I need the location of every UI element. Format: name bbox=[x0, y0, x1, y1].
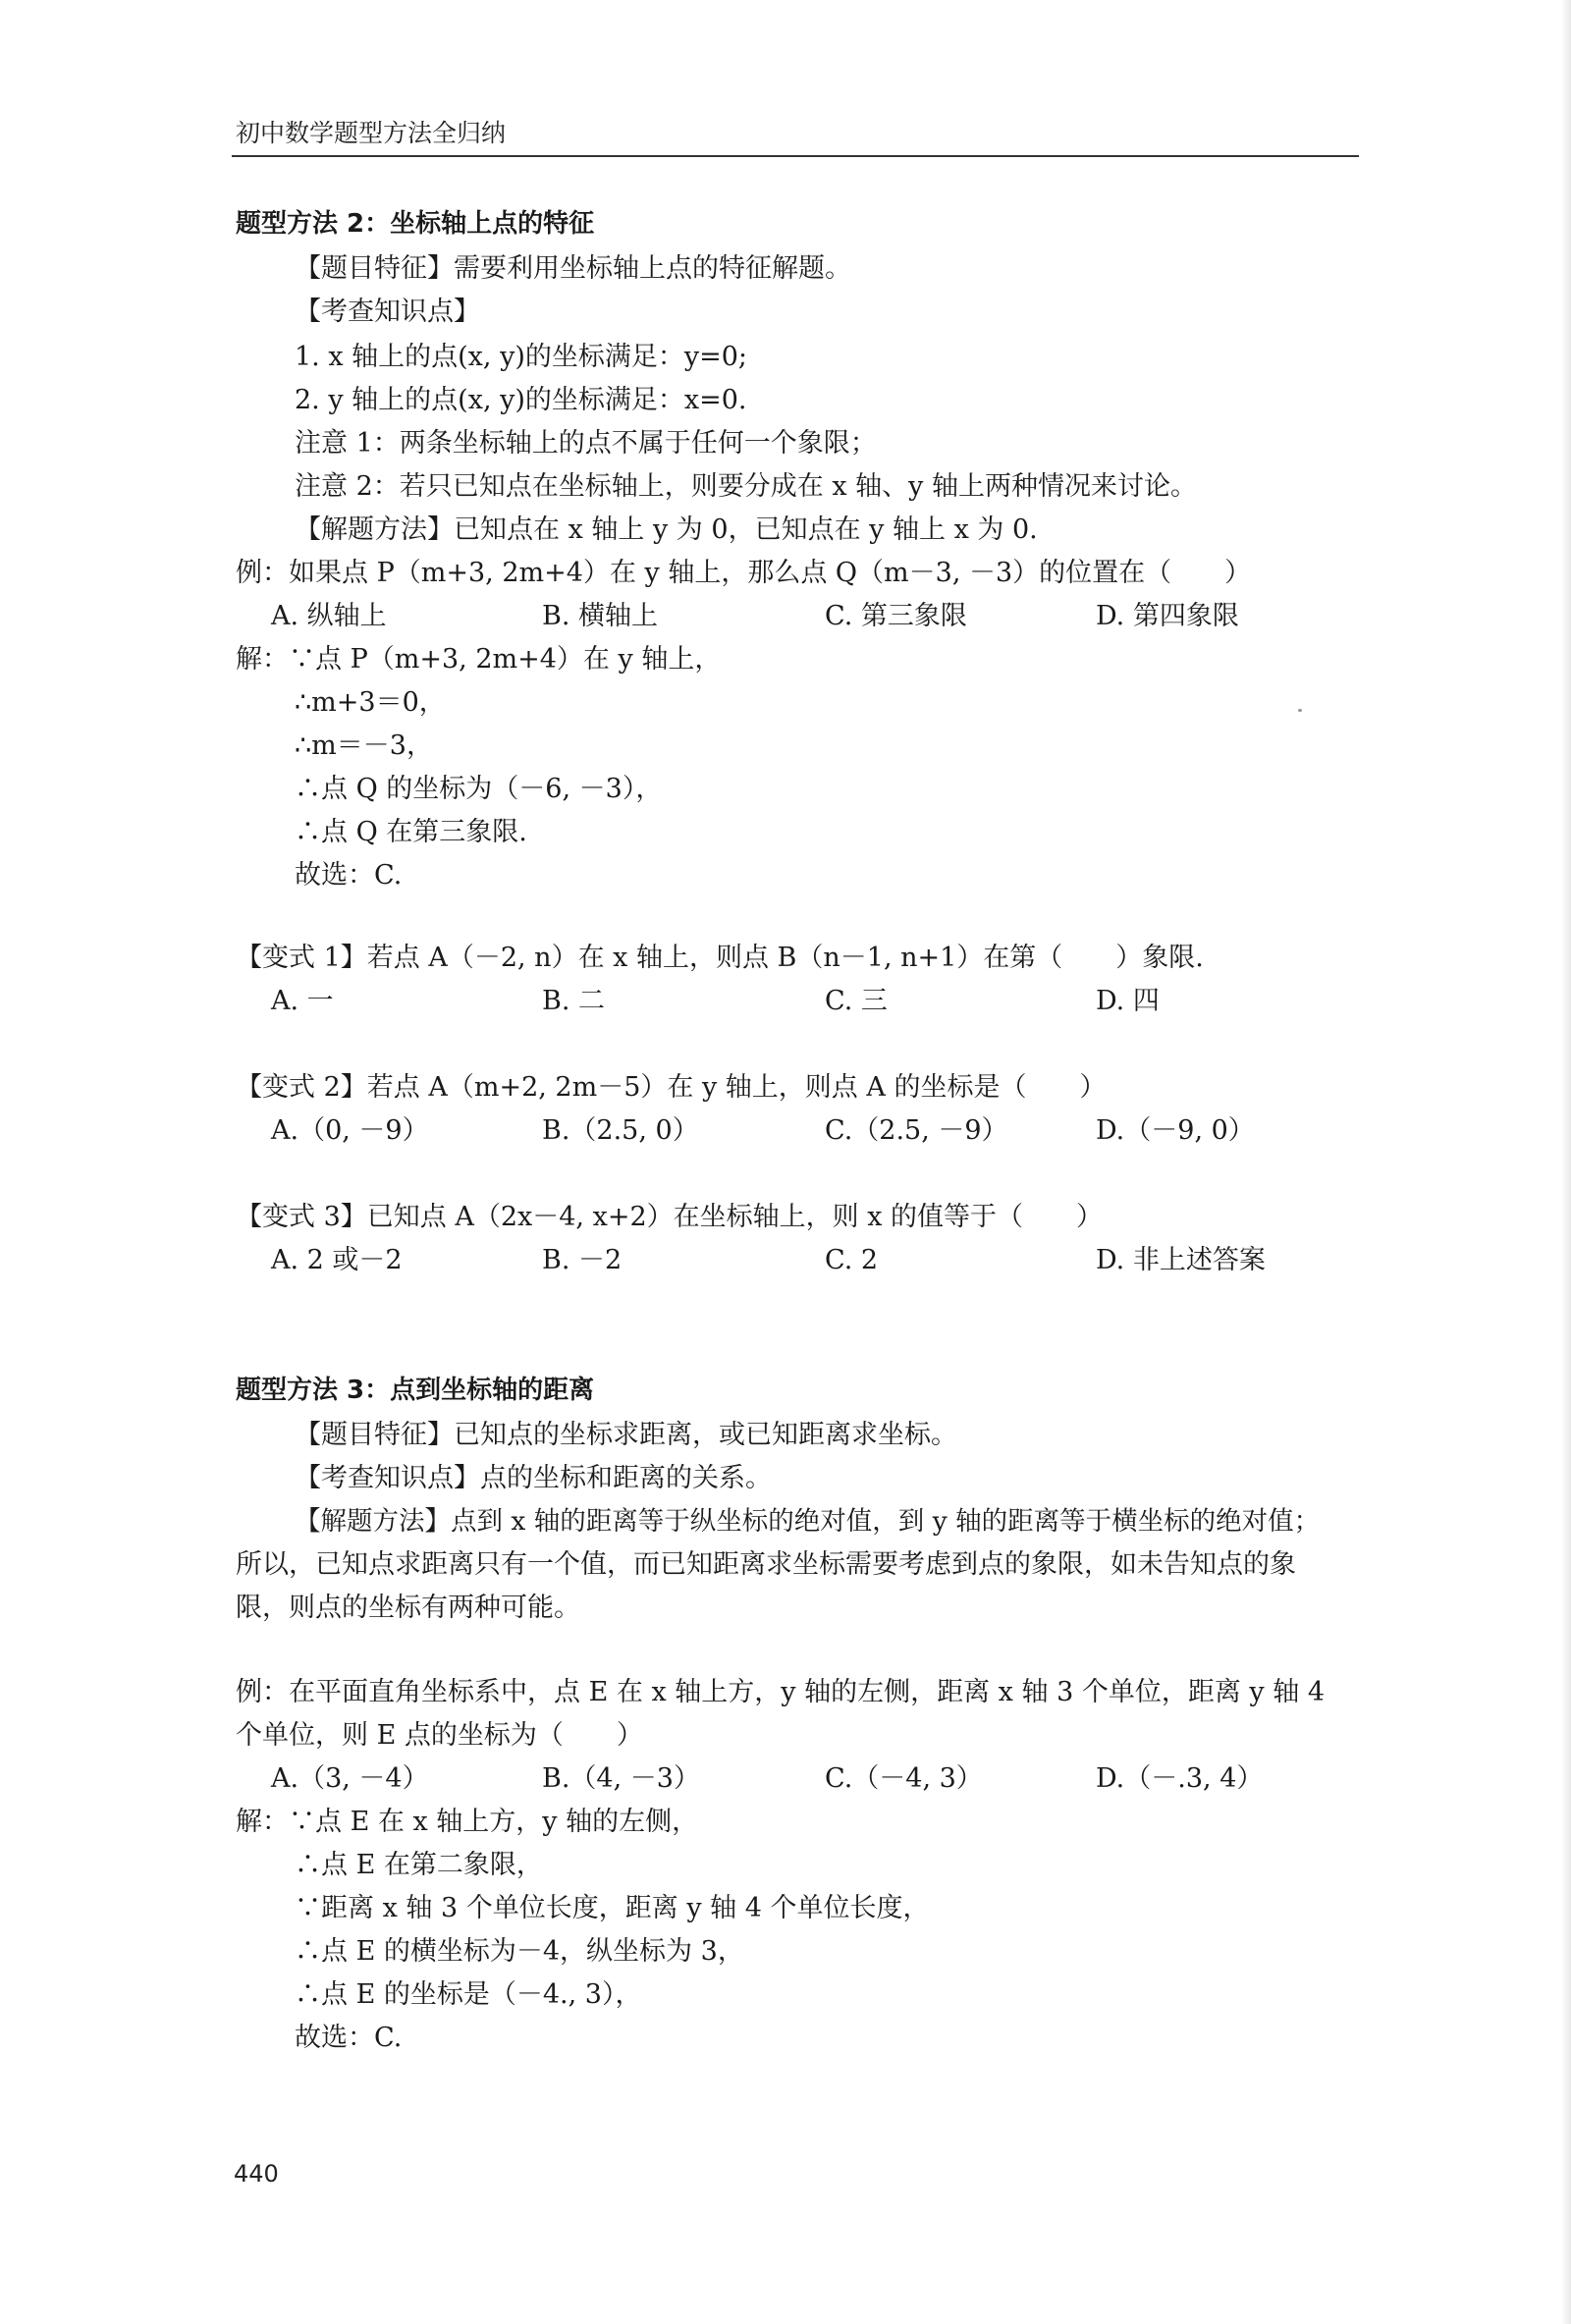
s2-example-option-a: A. 纵轴上 bbox=[271, 601, 387, 631]
s2-example-question: 例：如果点 P（m+3, 2m+4）在 y 轴上，那么点 Q（m－3, －3）的位置在（ ） bbox=[236, 558, 1252, 588]
variant-2-option-d: D.（－9, 0） bbox=[1096, 1115, 1255, 1146]
s2-example-option-c: C. 第三象限 bbox=[825, 601, 967, 631]
s2-feature: 【题目特征】需要利用坐标轴上点的特征解题。 bbox=[295, 253, 851, 284]
variant-3-option-b: B. －2 bbox=[542, 1245, 623, 1275]
s2-solution-line: ∴点 Q 在第三象限. bbox=[295, 817, 527, 847]
s2-note-1: 注意 1：两条坐标轴上的点不属于任何一个象限； bbox=[295, 428, 877, 459]
s2-solution-answer: 故选：C. bbox=[295, 860, 403, 891]
variant-3-question: 【变式 3】已知点 A（2x－4, x+2）在坐标轴上，则 x 的值等于（ ） bbox=[236, 1202, 1104, 1232]
s2-example-option-b: B. 横轴上 bbox=[542, 601, 659, 631]
variant-3-option-d: D. 非上述答案 bbox=[1096, 1245, 1266, 1275]
variant-1-option-a: A. 一 bbox=[271, 986, 334, 1016]
page-number: 440 bbox=[234, 2160, 279, 2188]
s3-feature: 【题目特征】已知点的坐标求距离，或已知距离求坐标。 bbox=[295, 1420, 957, 1450]
variant-2-option-b: B.（2.5, 0） bbox=[542, 1115, 699, 1146]
variant-1-option-b: B. 二 bbox=[542, 986, 606, 1016]
s2-knowledge-1: 1. x 轴上的点(x, y)的坐标满足：y=0; bbox=[295, 342, 748, 372]
variant-2-option-a: A.（0, －9） bbox=[271, 1115, 429, 1146]
section-3-heading: 题型方法 3：点到坐标轴的距离 bbox=[236, 1376, 595, 1405]
s2-solution-line: ∴m＝－3， bbox=[295, 730, 433, 761]
variant-2-option-c: C.（2.5, －9） bbox=[825, 1115, 1008, 1146]
s3-solution-line: ∴点 E 的横坐标为－4，纵坐标为 3， bbox=[295, 1936, 744, 1967]
variant-1-question: 【变式 1】若点 A（－2, n）在 x 轴上，则点 B（n－1, n+1）在第（ ）象限. bbox=[236, 943, 1204, 973]
variant-2-question: 【变式 2】若点 A（m+2, 2m－5）在 y 轴上，则点 A 的坐标是（ ） bbox=[236, 1072, 1107, 1103]
s3-example-option-a: A.（3, －4） bbox=[271, 1763, 429, 1794]
section-2-heading: 题型方法 2：坐标轴上点的特征 bbox=[236, 209, 595, 239]
s3-solution-answer: 故选：C. bbox=[295, 2023, 403, 2053]
s2-solution-line: ∴点 Q 的坐标为（－6, －3）， bbox=[295, 774, 663, 804]
scan-edge-shadow bbox=[1561, 0, 1571, 2324]
s2-solution-line: 解：∵点 P（m+3, 2m+4）在 y 轴上， bbox=[236, 644, 722, 675]
s2-knowledge-2: 2. y 轴上的点(x, y)的坐标满足：x=0. bbox=[295, 385, 747, 415]
variant-1-option-c: C. 三 bbox=[825, 986, 888, 1016]
s2-note-2: 注意 2：若只已知点在坐标轴上，则要分成在 x 轴、y 轴上两种情况来讨论。 bbox=[295, 471, 1197, 502]
s3-solution-line: ∴点 E 在第二象限， bbox=[295, 1850, 543, 1880]
s2-example-option-d: D. 第四象限 bbox=[1096, 601, 1239, 631]
s3-solution-line: ∴点 E 的坐标是（－4., 3）， bbox=[295, 1979, 642, 2010]
s3-example-option-d: D.（－.3, 4） bbox=[1096, 1763, 1264, 1794]
scan-speck bbox=[1298, 709, 1302, 712]
s3-example-option-c: C.（－4, 3） bbox=[825, 1763, 983, 1794]
variant-3-option-c: C. 2 bbox=[825, 1245, 879, 1275]
s3-method-line-2: 所以，已知点求距离只有一个值，而已知距离求坐标需要考虑到点的象限，如未告知点的象 bbox=[236, 1549, 1296, 1580]
s3-example-question-line-2: 个单位，则 E 点的坐标为（ ） bbox=[236, 1720, 643, 1751]
s3-example-option-b: B.（4, －3） bbox=[542, 1763, 700, 1794]
s3-method-line-3: 限，则点的坐标有两种可能。 bbox=[236, 1593, 580, 1623]
s3-solution-line: ∵距离 x 轴 3 个单位长度，距离 y 轴 4 个单位长度， bbox=[295, 1893, 930, 1923]
running-header: 初中数学题型方法全归纳 bbox=[236, 119, 507, 147]
variant-3-option-a: A. 2 或－2 bbox=[271, 1245, 403, 1275]
s3-knowledge: 【考查知识点】点的坐标和距离的关系。 bbox=[295, 1463, 772, 1493]
variant-1-option-d: D. 四 bbox=[1096, 986, 1160, 1016]
s2-knowledge-label: 【考查知识点】 bbox=[295, 297, 480, 327]
header-rule bbox=[232, 155, 1359, 157]
s2-method: 【解题方法】已知点在 x 轴上 y 为 0，已知点在 y 轴上 x 为 0. bbox=[295, 514, 1038, 545]
s3-method-line-1: 【解题方法】点到 x 轴的距离等于纵坐标的绝对值，到 y 轴的距离等于横坐标的绝对值； bbox=[295, 1506, 1321, 1537]
s2-solution-line: ∴m+3＝0， bbox=[295, 687, 446, 718]
s3-example-question-line-1: 例：在平面直角坐标系中，点 E 在 x 轴上方，y 轴的左侧，距离 x 轴 3 个单位，距离 y 轴 4 bbox=[236, 1677, 1326, 1707]
s3-solution-line: 解：∵点 E 在 x 轴上方，y 轴的左侧， bbox=[236, 1807, 699, 1837]
